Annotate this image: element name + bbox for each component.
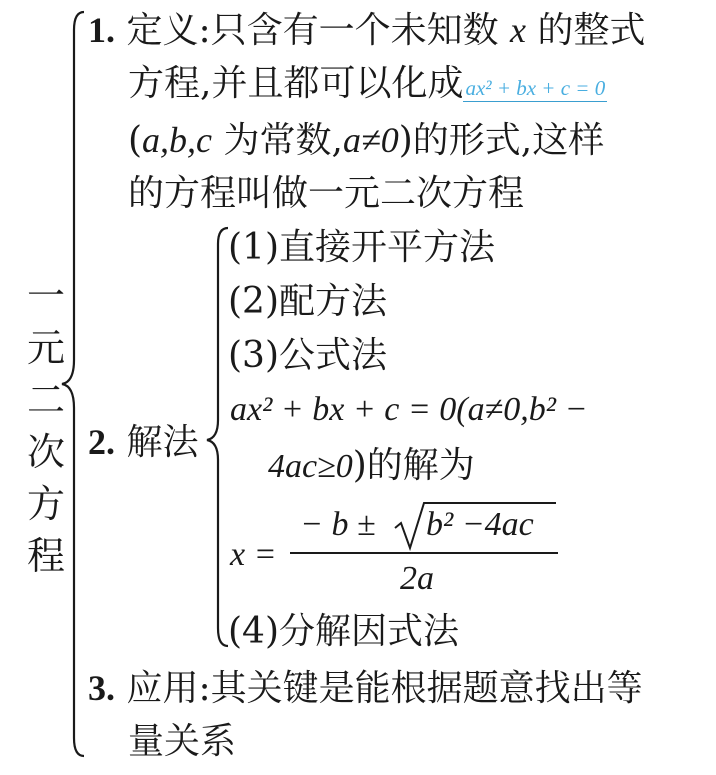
fraction-bar	[290, 552, 558, 554]
definition-line-2: 方程,并且都可以化成ax² + bx + c = 0	[128, 63, 606, 104]
section-number: 3.	[88, 668, 115, 708]
application-line-1: 3. 应用:其关键是能根据题意找出等	[88, 668, 643, 709]
title-char: 方	[26, 482, 65, 526]
definition-line-4: 的方程叫做一元二次方程	[128, 173, 525, 214]
definition-line-3: (a,b,c 为常数,a≠0)的形式,这样	[128, 120, 605, 161]
section-number: 1.	[88, 10, 115, 50]
method-4: (4)分解因式法	[228, 611, 459, 652]
root-denominator: 2a	[400, 560, 434, 597]
formula-line-1: ax² + bx + c = 0(a≠0,b² −	[230, 391, 588, 428]
formula-line-2: 4ac≥0)的解为	[268, 445, 475, 486]
definition-line-1: 1. 定义:只含有一个未知数 x 的整式	[88, 10, 646, 51]
title-char: 二	[26, 378, 65, 422]
method-3: (3)公式法	[228, 335, 387, 376]
answer-fill-in: ax² + bx + c = 0	[465, 76, 606, 100]
root-radicand: b² −4ac	[426, 506, 534, 543]
method-1: (1)直接开平方法	[228, 227, 495, 268]
method-2: (2)配方法	[228, 281, 387, 322]
application-line-2: 量关系	[128, 721, 237, 762]
vertical-title	[26, 270, 66, 582]
title-char: 程	[26, 534, 65, 578]
title-char: 元	[26, 326, 65, 370]
solutions-label: 2. 解法	[88, 422, 199, 463]
inner-brace	[207, 228, 228, 646]
section-number: 2.	[88, 422, 115, 462]
title-char: 次	[26, 430, 65, 474]
title-char: 一	[26, 274, 65, 318]
root-lhs: x =	[230, 536, 277, 573]
root-numerator-pre: − b ±	[300, 506, 376, 543]
